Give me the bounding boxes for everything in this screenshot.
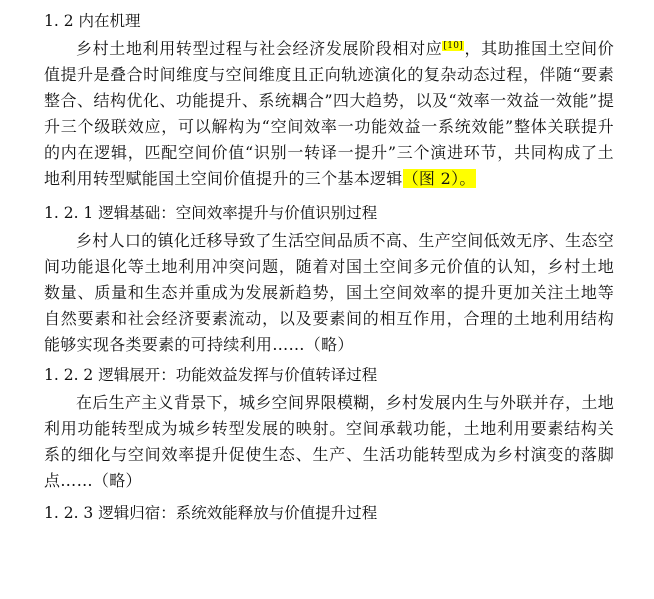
- section-heading-1-2-2: 1. 2. 2 逻辑展开：功能效益发挥与价值转译过程: [44, 366, 378, 384]
- paragraph-text-part-a: 乡村土地利用转型过程与社会经济发展阶段相对应: [76, 39, 443, 58]
- citation-marker[interactable]: [10]: [443, 40, 464, 51]
- paragraph-logic-foundation: 乡村人口的镇化迁移导致了生活空间品质不高、生产空间低效无序、生态空间功能退化等土地利用冲突问题，随着对国土空间多元价值的认知，乡村土地数量、质量和生态并重成为发展新趋势，国土空间效率的提升更加关注土地等自然要素和社会经济要素流动，以及要素间的相互作用，合理的土地利用结构能够实现各类要素的可持续利用……（略）: [44, 231, 614, 354]
- paragraph-internal-mechanism: [44, 36, 614, 192]
- section-heading-1-2-3: 1. 2. 3 逻辑归宿：系统效能释放与价值提升过程: [44, 504, 378, 522]
- section-heading-1-2: 1. 2 内在机理: [44, 12, 141, 30]
- paragraph-logic-unfolding: 在后生产主义背景下，城乡空间界限模糊，乡村发展内生与外联并存，土地利用功能转型成为城乡转型发展的映射。空间承载功能，土地利用要素结构关系的细化与空间效率提升促使生态、生产、生活功能转型成为乡村演变的落脚点……（略）: [44, 393, 614, 490]
- section-heading-1-2-1: 1. 2. 1 逻辑基础：空间效率提升与价值识别过程: [44, 204, 378, 222]
- paragraph-text-part-b: ，其助推国土空间价值提升是叠合时间维度与空间维度且正向轨迹演化的复杂动态过程，伴随“要素整合、结构优化、功能提升、系统耦合”四大趋势，以及“效率一效益一效能”提升三个级联效应，可以解构为“空间效率一功能效益一系统效能”整体关联提升的内在逻辑，匹配空间价值“识别一转译一提升”三个演进环节，共同构成了土地利用转型赋能国土空间价值提升的三个基本逻辑: [44, 39, 615, 188]
- figure-reference[interactable]: （图 2）。: [402, 169, 476, 188]
